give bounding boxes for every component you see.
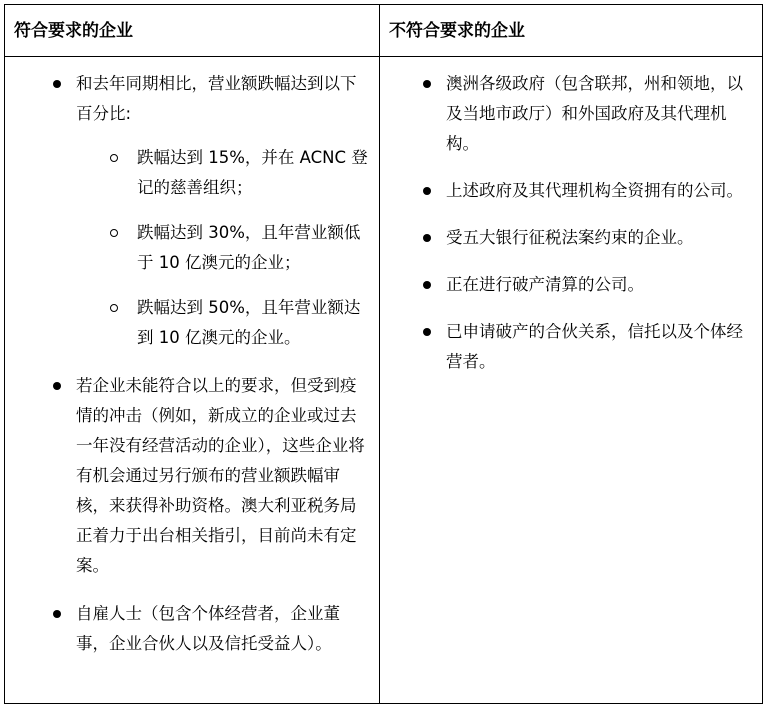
- eligible-cell: [5, 57, 380, 704]
- sub-list: [76, 143, 368, 353]
- list-item-text: 和去年同期相比，营业额跌幅达到以下百分比:: [76, 74, 357, 123]
- list-item-text: 自雇人士（包含个体经营者，企业董事，企业合伙人以及信托受益人）。: [76, 604, 340, 653]
- list-item: [76, 371, 368, 581]
- sub-list-item: 跌幅达到 15%，并在 ACNC 登记的慈善组织；: [137, 143, 368, 203]
- eligibility-table: [4, 4, 763, 704]
- list-item: [76, 599, 368, 659]
- list-item: 上述政府及其代理机构全资拥有的公司。: [446, 176, 749, 206]
- ineligible-list: [381, 58, 761, 377]
- table-header-row: [5, 5, 763, 57]
- table-body-row: [5, 57, 763, 704]
- list-item: 受五大银行征税法案约束的企业。: [446, 223, 749, 253]
- list-item: 已申请破产的合伙关系，信托以及个体经营者。: [446, 317, 749, 377]
- eligible-header: 符合要求的企业: [5, 5, 380, 57]
- sub-list-item: 跌幅达到 50%，且年营业额达到 10 亿澳元的企业。: [137, 293, 368, 353]
- ineligible-header: 不符合要求的企业: [380, 5, 763, 57]
- sub-list-item: 跌幅达到 30%，且年营业额低于 10 亿澳元的企业；: [137, 218, 368, 278]
- list-item: 正在进行破产清算的公司。: [446, 270, 749, 300]
- ineligible-cell: [380, 57, 763, 704]
- list-item: 澳洲各级政府（包含联邦，州和领地，以及当地市政厅）和外国政府及其代理机构。: [446, 69, 749, 159]
- list-item-text: 若企业未能符合以上的要求，但受到疫情的冲击（例如，新成立的企业或过去一年没有经营活动的企业），这些企业将有机会通过另行颁布的营业额跌幅审核，来获得补助资格。澳大利亚税务局正着力于出台相关指引，目前尚未有定案。: [76, 376, 365, 575]
- eligible-list: [6, 58, 378, 659]
- list-item: [76, 69, 368, 353]
